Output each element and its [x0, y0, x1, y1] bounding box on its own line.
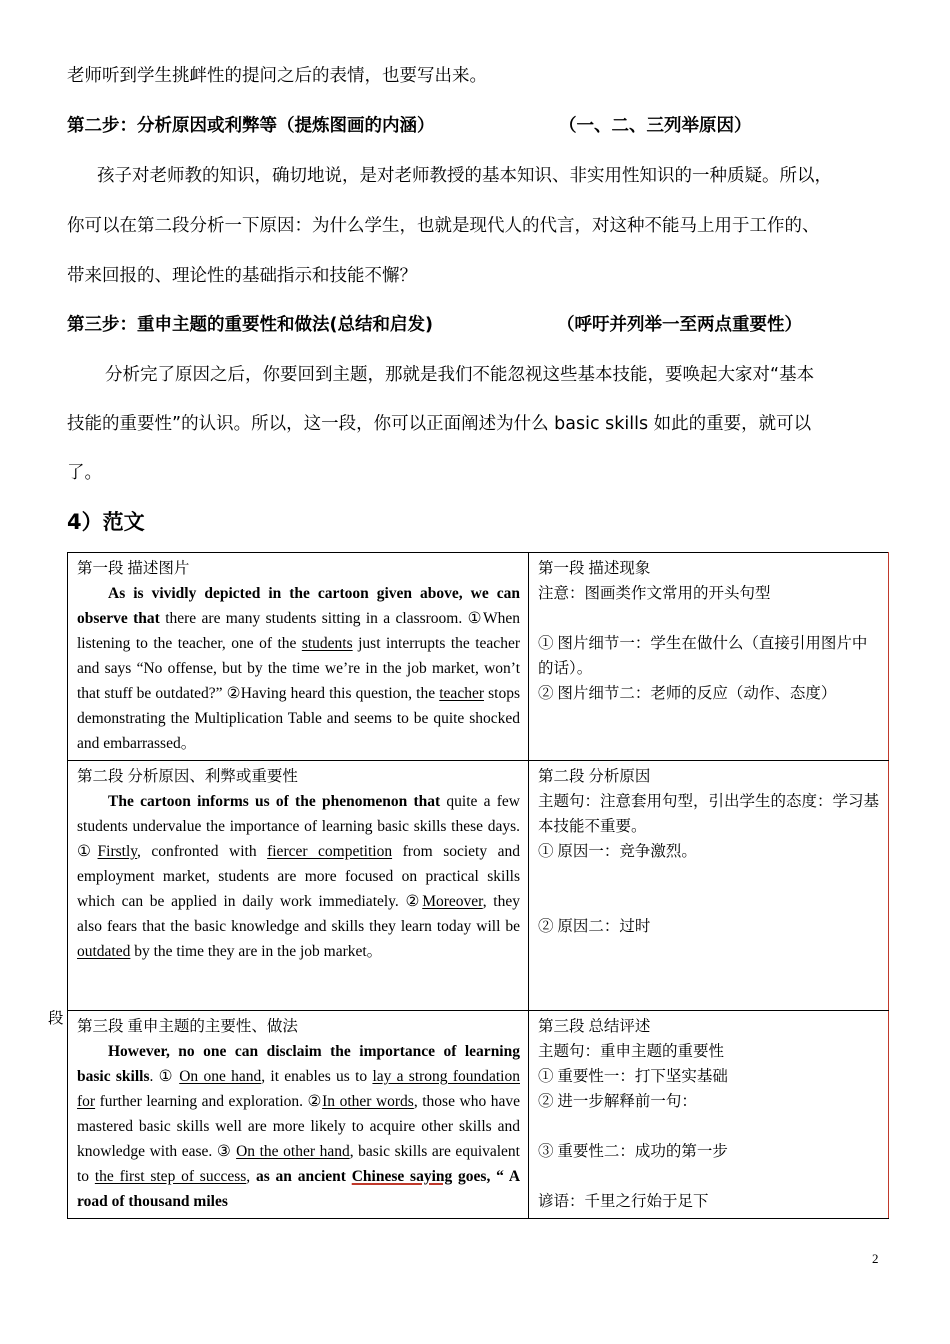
step3-hint: （呼吁并列举一至两点重要性）	[557, 315, 802, 335]
row1-text-b: just interrupts the teacher and says “No offense, but by the time we’re in the job market, won’t that stuff be outdated?” ②Having heard this question, the	[77, 635, 520, 702]
row3-left-title: 第三段 重申主题的主要性、做法	[77, 1018, 298, 1035]
sample-essay-table	[67, 552, 889, 1219]
row3-essay-paragraph	[77, 1039, 520, 1214]
row3-text-f: ,	[246, 1168, 256, 1185]
row3-underline-in-other-words: In other words	[322, 1093, 414, 1110]
page-number: 2	[872, 1251, 879, 1266]
table-row-3	[68, 1011, 889, 1219]
row2-essay-cell	[68, 761, 529, 1011]
row2-essay-paragraph	[77, 789, 520, 964]
step2-body-line-2: 你可以在第二段分析一下原因：为什么学生，也就是现代人的代言，对这种不能马上用于工作的、	[67, 216, 820, 236]
row1-text-c: stops demonstrating the Multiplication Table and seems to be quite shocked and embarrassed。	[77, 685, 521, 752]
row2-text-b: , confronted with	[137, 843, 268, 860]
section-heading: 4）范文	[67, 510, 145, 534]
row2-text-c: from society and employment market, students are more focused on practical skills which can be applied in daily work immediately. ②	[77, 843, 520, 910]
table-row-2	[68, 761, 889, 1011]
row1-left-title: 第一段 描述图片	[77, 560, 190, 577]
row1-right-note: 注意：图画类作文常用的开头句型	[538, 585, 771, 602]
row1-right-title: 第一段 描述现象	[538, 560, 651, 577]
row3-underline-first-step: the first step of success	[94, 1168, 247, 1185]
row3-right-title: 第三段 总结评述	[538, 1018, 651, 1035]
row3-notes-cell	[529, 1011, 889, 1219]
step3-body-line-3: 了。	[67, 463, 102, 483]
row2-underline-competition: fiercer competition	[267, 843, 393, 860]
step2-body-line-1: 孩子对老师教的知识，确切地说，是对老师教授的基本知识、非实用性知识的一种质疑。所以，	[97, 166, 832, 186]
row2-text-d: , they also fears that the basic knowledge and skills they learn today will be	[77, 893, 520, 935]
step3-title-text: 第三步：重申主题的重要性和做法(总结和启发)	[67, 315, 433, 335]
row2-topic-sentence: The cartoon informs us of the phenomenon that	[108, 793, 441, 810]
row1-essay-paragraph	[77, 581, 520, 756]
row2-right-point-2: ② 原因二：过时	[538, 918, 651, 935]
row3-text-e: , basic skills are equivalent to	[77, 1143, 520, 1185]
step3-body-line-2: 技能的重要性”的认识。所以，这一段，你可以正面阐述为什么 basic skills 如此的重要，就可以	[67, 414, 812, 434]
row3-right-note: 主题句：重申主题的重要性	[538, 1043, 725, 1060]
row3-text-b: , it enables us to	[261, 1068, 373, 1085]
table-row-1	[68, 553, 889, 761]
row3-underline-foundation: lay a strong foundation for	[77, 1068, 520, 1110]
row2-right-point-1: ① 原因一：竞争激烈。	[538, 843, 697, 860]
step3-body-line-1: 分析完了原因之后，你要回到主题，那就是我们不能忽视这些基本技能，要唤起大家对“基本	[105, 365, 815, 385]
row2-underline-outdated: outdated	[77, 943, 131, 960]
row3-essay-cell	[68, 1011, 529, 1219]
row3-right-point-3: ③ 重要性二：成功的第一步	[538, 1143, 728, 1160]
step2-hint: （一、二、三列举原因）	[559, 116, 752, 136]
row3-underline-on-one-hand: On one hand	[179, 1068, 262, 1085]
row1-essay-cell	[68, 553, 529, 761]
row1-right-point-1: ① 图片细节一：学生在做什么（直接引用图片中的话）。	[538, 635, 868, 677]
row3-text-a: . ①	[149, 1068, 180, 1085]
row3-saying-quote: goes, “ A road of thousand miles	[77, 1168, 521, 1210]
row3-underline-on-the-other-hand: On the other hand	[236, 1143, 350, 1160]
row2-underline-firstly: Firstly	[97, 843, 138, 860]
row2-underline-moreover: Moreover	[422, 893, 483, 910]
row3-text-c: further learning and exploration. ②	[95, 1093, 323, 1110]
step3-title	[67, 312, 890, 338]
row1-text-a: there are many students sitting in a classroom. ①When listening to the teacher, one of the	[77, 610, 520, 652]
row2-right-note: 主题句：注意套用句型，引出学生的态度：学习基本技能不重要。	[538, 793, 880, 835]
row2-right-title: 第二段 分析原因	[538, 768, 651, 785]
margin-fragment-char: 段	[48, 1010, 64, 1027]
row3-right-point-2: ② 进一步解释前一句：	[538, 1093, 697, 1110]
row3-underline-chinese-saying: Chinese saying	[351, 1168, 453, 1185]
row3-text-d: , those who have mastered basic skills well are more likely to acquire other skills and knowledge with ease. ③	[77, 1093, 520, 1160]
step2-title	[67, 113, 890, 139]
row3-saying-lead: as an ancient	[255, 1168, 352, 1185]
row2-text-e: by the time they are in the job market。	[130, 943, 383, 960]
row1-right-point-2: ② 图片细节二：老师的反应（动作、态度）	[538, 685, 837, 702]
row3-topic-sentence: However, no one can disclaim the importance of learning basic skills	[77, 1043, 520, 1085]
row2-text-a: quite a few students undervalue the importance of learning basic skills these days. ①	[77, 793, 521, 860]
row3-right-proverb: 谚语：千里之行始于足下	[538, 1193, 709, 1210]
row2-left-title: 第二段 分析原因、利弊或重要性	[77, 768, 298, 785]
row1-underline-teacher: teacher	[439, 685, 484, 702]
row1-notes-cell	[529, 553, 889, 761]
row2-notes-cell	[529, 761, 889, 1011]
step2-title-text: 第二步：分析原因或利弊等（提炼图画的内涵）	[67, 116, 435, 136]
step2-body-line-3: 带来回报的、理论性的基础指示和技能不懈？	[67, 266, 417, 286]
row3-right-point-1: ① 重要性一：打下坚实基础	[538, 1068, 728, 1085]
row1-opening-sentence: As is vividly depicted in the cartoon given above, we can observe that	[77, 585, 520, 627]
row1-underline-students: students	[301, 635, 353, 652]
intro-line-1: 老师听到学生挑衅性的提问之后的表情，也要写出来。	[67, 66, 487, 86]
